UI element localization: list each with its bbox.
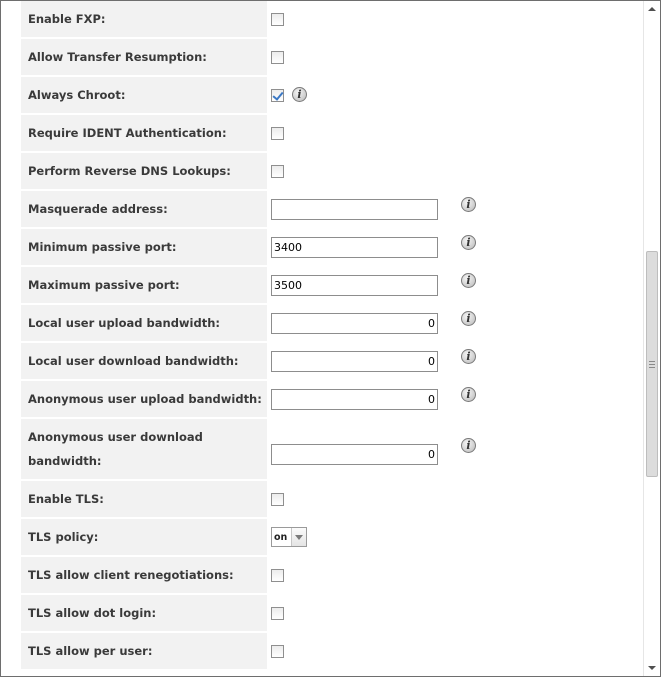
setting-control-cell: [271, 153, 284, 189]
info-icon[interactable]: i: [461, 387, 476, 402]
setting-label: TLS policy:: [21, 519, 267, 555]
setting-row-require-ident-authentication: [21, 115, 641, 153]
minimum-passive-port-input[interactable]: 3400: [271, 237, 438, 258]
setting-control-cell: [271, 481, 284, 517]
setting-row-allow-transfer-resumption: [21, 39, 641, 77]
setting-row-tls-allow-dot-login: [21, 595, 641, 633]
settings-list: [21, 1, 641, 671]
info-icon[interactable]: i: [461, 235, 476, 250]
anonymous-user-upload-bandwidth-input[interactable]: 0: [271, 389, 438, 410]
scroll-up-icon[interactable]: [644, 1, 660, 17]
setting-row-local-user-upload-bandwidth: [21, 305, 641, 343]
setting-row-masquerade-address: [21, 191, 641, 229]
info-icon[interactable]: i: [461, 349, 476, 364]
setting-label: TLS allow per user:: [21, 633, 267, 669]
masquerade-address-input[interactable]: [271, 199, 438, 220]
setting-label: Masquerade address:: [21, 191, 267, 227]
setting-label: Anonymous user download bandwidth:: [21, 419, 267, 479]
enable-fxp-checkbox[interactable]: [271, 13, 284, 26]
setting-control-cell: [271, 343, 438, 379]
setting-row-anonymous-user-download-bandwidth: [21, 419, 641, 481]
tls-allow-per-user-checkbox[interactable]: [271, 645, 284, 658]
setting-row-enable-fxp: [21, 1, 641, 39]
info-icon[interactable]: i: [461, 273, 476, 288]
setting-label: Allow Transfer Resumption:: [21, 39, 267, 75]
allow-transfer-resumption-checkbox[interactable]: [271, 51, 284, 64]
setting-label: Maximum passive port:: [21, 267, 267, 303]
setting-label: Perform Reverse DNS Lookups:: [21, 153, 267, 189]
scroll-down-icon[interactable]: [644, 660, 660, 676]
info-icon[interactable]: i: [461, 438, 476, 453]
setting-control-cell: [271, 381, 438, 417]
tls-policy-select[interactable]: [271, 527, 307, 547]
setting-row-always-chroot: [21, 77, 641, 115]
scrollbar-thumb[interactable]: [646, 251, 658, 477]
select-value: on: [274, 531, 288, 543]
tls-allow-dot-login-checkbox[interactable]: [271, 607, 284, 620]
info-icon[interactable]: i: [461, 311, 476, 326]
perform-reverse-dns-lookups-checkbox[interactable]: [271, 165, 284, 178]
setting-row-anonymous-user-upload-bandwidth: [21, 381, 641, 419]
setting-label: TLS allow dot login:: [21, 595, 267, 631]
setting-row-local-user-download-bandwidth: [21, 343, 641, 381]
setting-control-cell: [271, 305, 438, 341]
require-ident-authentication-checkbox[interactable]: [271, 127, 284, 140]
setting-row-tls-policy: [21, 519, 641, 557]
info-icon[interactable]: i: [461, 197, 476, 212]
setting-label: Enable TLS:: [21, 481, 267, 517]
setting-control-cell: [271, 519, 307, 555]
anonymous-user-download-bandwidth-input[interactable]: 0: [271, 444, 438, 465]
setting-label: Enable FXP:: [21, 1, 267, 37]
vertical-scrollbar[interactable]: [643, 1, 660, 676]
setting-control-cell: [271, 419, 438, 479]
setting-control-cell: [271, 557, 284, 593]
enable-tls-checkbox[interactable]: [271, 493, 284, 506]
setting-control-cell: [271, 77, 284, 113]
setting-label: Local user upload bandwidth:: [21, 305, 267, 341]
setting-label: Minimum passive port:: [21, 229, 267, 265]
setting-label: TLS allow client renegotiations:: [21, 557, 267, 593]
setting-row-tls-allow-per-user: [21, 633, 641, 671]
local-user-upload-bandwidth-input[interactable]: 0: [271, 313, 438, 334]
maximum-passive-port-input[interactable]: 3500: [271, 275, 438, 296]
setting-row-maximum-passive-port: [21, 267, 641, 305]
grip-icon: [649, 361, 655, 368]
setting-label: Anonymous user upload bandwidth:: [21, 381, 267, 417]
setting-control-cell: [271, 267, 438, 303]
always-chroot-checkbox[interactable]: [271, 89, 284, 102]
setting-control-cell: [271, 633, 284, 669]
setting-control-cell: [271, 115, 284, 151]
setting-control-cell: [271, 595, 284, 631]
setting-label: Always Chroot:: [21, 77, 267, 113]
setting-label: Require IDENT Authentication:: [21, 115, 267, 151]
setting-control-cell: [271, 39, 284, 75]
setting-control-cell: [271, 1, 284, 37]
local-user-download-bandwidth-input[interactable]: 0: [271, 351, 438, 372]
setting-row-minimum-passive-port: [21, 229, 641, 267]
setting-row-enable-tls: [21, 481, 641, 519]
setting-row-perform-reverse-dns-lookups: [21, 153, 641, 191]
tls-allow-client-renegotiations-checkbox[interactable]: [271, 569, 284, 582]
setting-row-tls-allow-client-renegotiations: [21, 557, 641, 595]
info-icon[interactable]: i: [292, 87, 307, 102]
setting-label: Local user download bandwidth:: [21, 343, 267, 379]
chevron-down-icon[interactable]: [291, 528, 306, 546]
setting-control-cell: [271, 191, 438, 227]
setting-control-cell: [271, 229, 438, 265]
